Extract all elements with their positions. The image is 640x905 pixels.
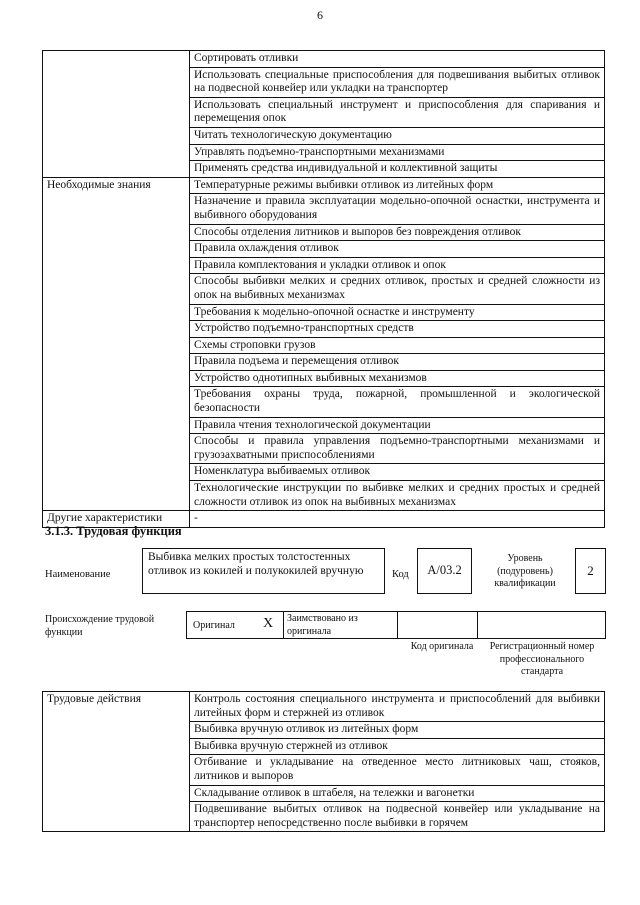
- original-mark: X: [263, 616, 274, 631]
- section-heading: 3.1.3. Трудовая функция: [45, 524, 182, 538]
- row-text: Применять средства индивидуальной и коллективной защиты: [190, 161, 605, 178]
- row-text: Выбивка вручную отливок из литейных форм: [190, 722, 605, 739]
- row-text: Устройство однотипных выбивных механизмов: [190, 370, 605, 387]
- row-text: Технологические инструкции по выбивке мелких и средних простых и средней сложности отливок из опок на выбивных механизмах: [190, 481, 605, 511]
- row-label: Другие характеристики: [43, 511, 190, 528]
- function-name-value: Выбивка мелких простых толстостенных отливок из кокилей и полукокилей вручную: [148, 551, 364, 577]
- row-text: Подвешивание выбитых отливок на подвесной конвейер или укладывание на транспортер непосредственно после выбивки в горячем: [190, 802, 605, 832]
- row-text: Правила чтения технологической документации: [190, 417, 605, 434]
- original-code-cell: [397, 612, 478, 638]
- code-label: Код: [392, 569, 409, 580]
- original-label: Оригинал: [193, 620, 235, 631]
- row-text: Схемы строповки грузов: [190, 337, 605, 354]
- row-text: Температурные режимы выбивки отливок из литейных форм: [190, 177, 605, 194]
- table-row: [43, 177, 605, 194]
- row-text: Правила комплектования и укладки отливок и опок: [190, 257, 605, 274]
- borrowed-label: Заимствовано из оригинала: [287, 613, 358, 637]
- row-text: Номенклатура выбиваемых отливок: [190, 464, 605, 481]
- row-text: Требования к модельно-опочной оснастке и инструменту: [190, 304, 605, 321]
- row-text: -: [190, 511, 605, 528]
- row-text: Сортировать отливки: [190, 51, 605, 68]
- origin-label: Происхождение трудовой функции: [45, 614, 155, 638]
- row-text: Способы выбивки мелких и средних отливок, простых и средней сложности из опок на выбивных механизмах: [190, 274, 605, 304]
- table-row: [43, 692, 605, 722]
- table-row: [43, 51, 605, 68]
- row-text: Использовать специальный инструмент и приспособления для спаривания и перемещения опок: [190, 97, 605, 127]
- row-text: Читать технологическую документацию: [190, 127, 605, 144]
- function-name-box: [142, 548, 385, 594]
- row-text: Способы и правила управления подъемно-транспортными механизмами и грузозахватными приспособлениями: [190, 434, 605, 464]
- row-text: Контроль состояния специального инструмента и приспособлений для выбивки литейных форм и стержней из отливок: [190, 692, 605, 722]
- row-text: Назначение и правила эксплуатации модельно-опочной оснастки, инструмента и выбивного оборудования: [190, 194, 605, 224]
- original-cell: [187, 612, 284, 638]
- row-label: [43, 51, 190, 178]
- row-text: Правила подъема и перемещения отливок: [190, 354, 605, 371]
- labor-actions-table: [42, 691, 605, 832]
- row-label: Трудовые действия: [43, 692, 190, 832]
- level-box: [575, 548, 606, 594]
- skills-knowledge-table: [42, 50, 605, 528]
- row-text: Складывание отливок в штабеля, на тележки и вагонетки: [190, 785, 605, 802]
- row-text: Отбивание и укладывание на отведенное место литниковых чаш, стояков, литников и выпоров: [190, 755, 605, 785]
- row-text: Использовать специальные приспособления для подвешивания выбитых отливок на подвесной конвейер или укладки на транспортер: [190, 67, 605, 97]
- row-text: Управлять подъемно-транспортными механизмами: [190, 144, 605, 161]
- code-box: [417, 548, 472, 594]
- origin-table: [186, 611, 606, 639]
- row-text: Требования охраны труда, пожарной, промышленной и экологической безопасности: [190, 387, 605, 417]
- level-value: 2: [587, 563, 594, 579]
- row-text: Выбивка вручную стержней из отливок: [190, 738, 605, 755]
- code-value: А/03.2: [427, 563, 462, 578]
- row-text: Способы отделения литников и выпоров без повреждения отливок: [190, 224, 605, 241]
- reg-caption: Регистрационный номер профессионального стандарта: [489, 641, 595, 677]
- page-number: 6: [317, 8, 323, 22]
- row-text: Правила охлаждения отливок: [190, 241, 605, 258]
- code-caption: Код оригинала: [410, 641, 474, 652]
- name-label: Наименование: [45, 569, 111, 580]
- level-label: Уровень (подуровень) квалификации: [494, 553, 556, 589]
- row-text: Устройство подъемно-транспортных средств: [190, 321, 605, 338]
- row-label: Необходимые знания: [43, 177, 190, 510]
- borrowed-cell: [283, 612, 398, 638]
